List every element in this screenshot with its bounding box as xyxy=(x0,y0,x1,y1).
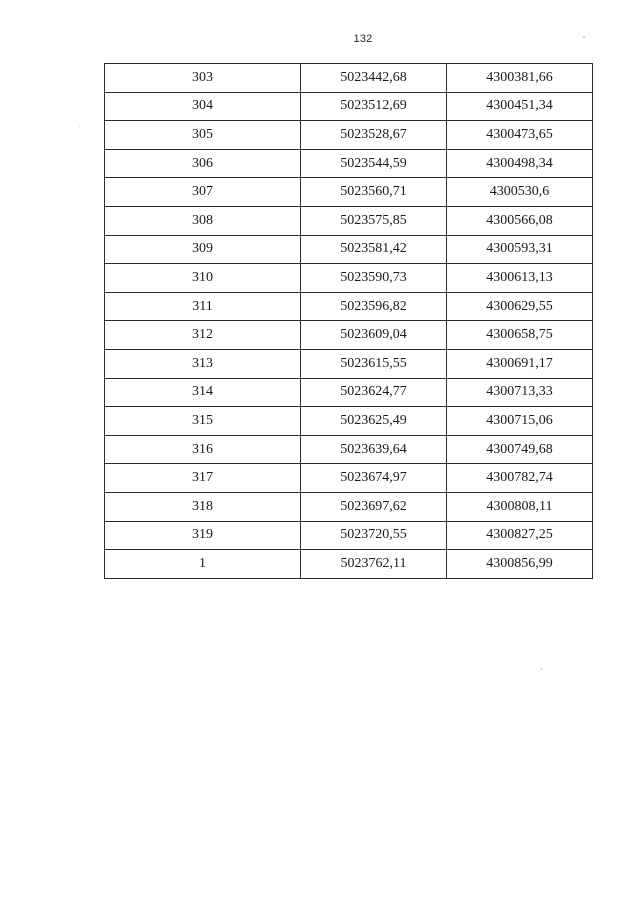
x-coordinate-cell: 5023697,62 xyxy=(301,492,447,521)
table-row xyxy=(105,292,593,321)
table-row xyxy=(105,178,593,207)
y-coordinate-cell: 4300749,68 xyxy=(447,435,593,464)
y-coordinate-cell: 4300566,08 xyxy=(447,206,593,235)
x-coordinate-cell: 5023528,67 xyxy=(301,121,447,150)
point-number-cell: 309 xyxy=(105,235,301,264)
y-coordinate-cell: 4300713,33 xyxy=(447,378,593,407)
table-row xyxy=(105,92,593,121)
x-coordinate-cell: 5023590,73 xyxy=(301,264,447,293)
scan-speck xyxy=(583,36,585,38)
point-number-cell: 315 xyxy=(105,407,301,436)
x-coordinate-cell: 5023624,77 xyxy=(301,378,447,407)
table-row xyxy=(105,378,593,407)
y-coordinate-cell: 4300658,75 xyxy=(447,321,593,350)
point-number-cell: 310 xyxy=(105,264,301,293)
point-number-cell: 303 xyxy=(105,64,301,93)
point-number-cell: 311 xyxy=(105,292,301,321)
point-number-cell: 305 xyxy=(105,121,301,150)
table-row xyxy=(105,264,593,293)
point-number-cell: 306 xyxy=(105,149,301,178)
point-number-cell: 312 xyxy=(105,321,301,350)
point-number-cell: 1 xyxy=(105,550,301,579)
point-number-cell: 319 xyxy=(105,521,301,550)
point-number-cell: 314 xyxy=(105,378,301,407)
x-coordinate-cell: 5023674,97 xyxy=(301,464,447,493)
x-coordinate-cell: 5023596,82 xyxy=(301,292,447,321)
coordinate-table xyxy=(104,63,593,579)
scan-speck xyxy=(79,126,80,127)
y-coordinate-cell: 4300473,65 xyxy=(447,121,593,150)
table-row xyxy=(105,550,593,579)
table-row xyxy=(105,121,593,150)
table-row xyxy=(105,349,593,378)
y-coordinate-cell: 4300381,66 xyxy=(447,64,593,93)
x-coordinate-cell: 5023575,85 xyxy=(301,206,447,235)
x-coordinate-cell: 5023560,71 xyxy=(301,178,447,207)
y-coordinate-cell: 4300691,17 xyxy=(447,349,593,378)
y-coordinate-cell: 4300629,55 xyxy=(447,292,593,321)
table-row xyxy=(105,235,593,264)
y-coordinate-cell: 4300808,11 xyxy=(447,492,593,521)
y-coordinate-cell: 4300856,99 xyxy=(447,550,593,579)
table-row xyxy=(105,321,593,350)
point-number-cell: 318 xyxy=(105,492,301,521)
x-coordinate-cell: 5023639,64 xyxy=(301,435,447,464)
y-coordinate-cell: 4300782,74 xyxy=(447,464,593,493)
x-coordinate-cell: 5023609,04 xyxy=(301,321,447,350)
table-row xyxy=(105,407,593,436)
table-row xyxy=(105,435,593,464)
point-number-cell: 308 xyxy=(105,206,301,235)
table-row xyxy=(105,464,593,493)
point-number-cell: 307 xyxy=(105,178,301,207)
x-coordinate-cell: 5023615,55 xyxy=(301,349,447,378)
x-coordinate-cell: 5023720,55 xyxy=(301,521,447,550)
table-row xyxy=(105,492,593,521)
scan-speck xyxy=(541,668,542,670)
x-coordinate-cell: 5023512,69 xyxy=(301,92,447,121)
x-coordinate-cell: 5023625,49 xyxy=(301,407,447,436)
table-row xyxy=(105,206,593,235)
y-coordinate-cell: 4300613,13 xyxy=(447,264,593,293)
y-coordinate-cell: 4300715,06 xyxy=(447,407,593,436)
y-coordinate-cell: 4300498,34 xyxy=(447,149,593,178)
y-coordinate-cell: 4300827,25 xyxy=(447,521,593,550)
y-coordinate-cell: 4300530,6 xyxy=(447,178,593,207)
point-number-cell: 313 xyxy=(105,349,301,378)
y-coordinate-cell: 4300593,31 xyxy=(447,235,593,264)
table-row xyxy=(105,149,593,178)
point-number-cell: 316 xyxy=(105,435,301,464)
x-coordinate-cell: 5023442,68 xyxy=(301,64,447,93)
x-coordinate-cell: 5023581,42 xyxy=(301,235,447,264)
point-number-cell: 304 xyxy=(105,92,301,121)
table-row xyxy=(105,521,593,550)
x-coordinate-cell: 5023762,11 xyxy=(301,550,447,579)
point-number-cell: 317 xyxy=(105,464,301,493)
y-coordinate-cell: 4300451,34 xyxy=(447,92,593,121)
page-number: 132 xyxy=(353,33,373,45)
x-coordinate-cell: 5023544,59 xyxy=(301,149,447,178)
table-row xyxy=(105,64,593,93)
